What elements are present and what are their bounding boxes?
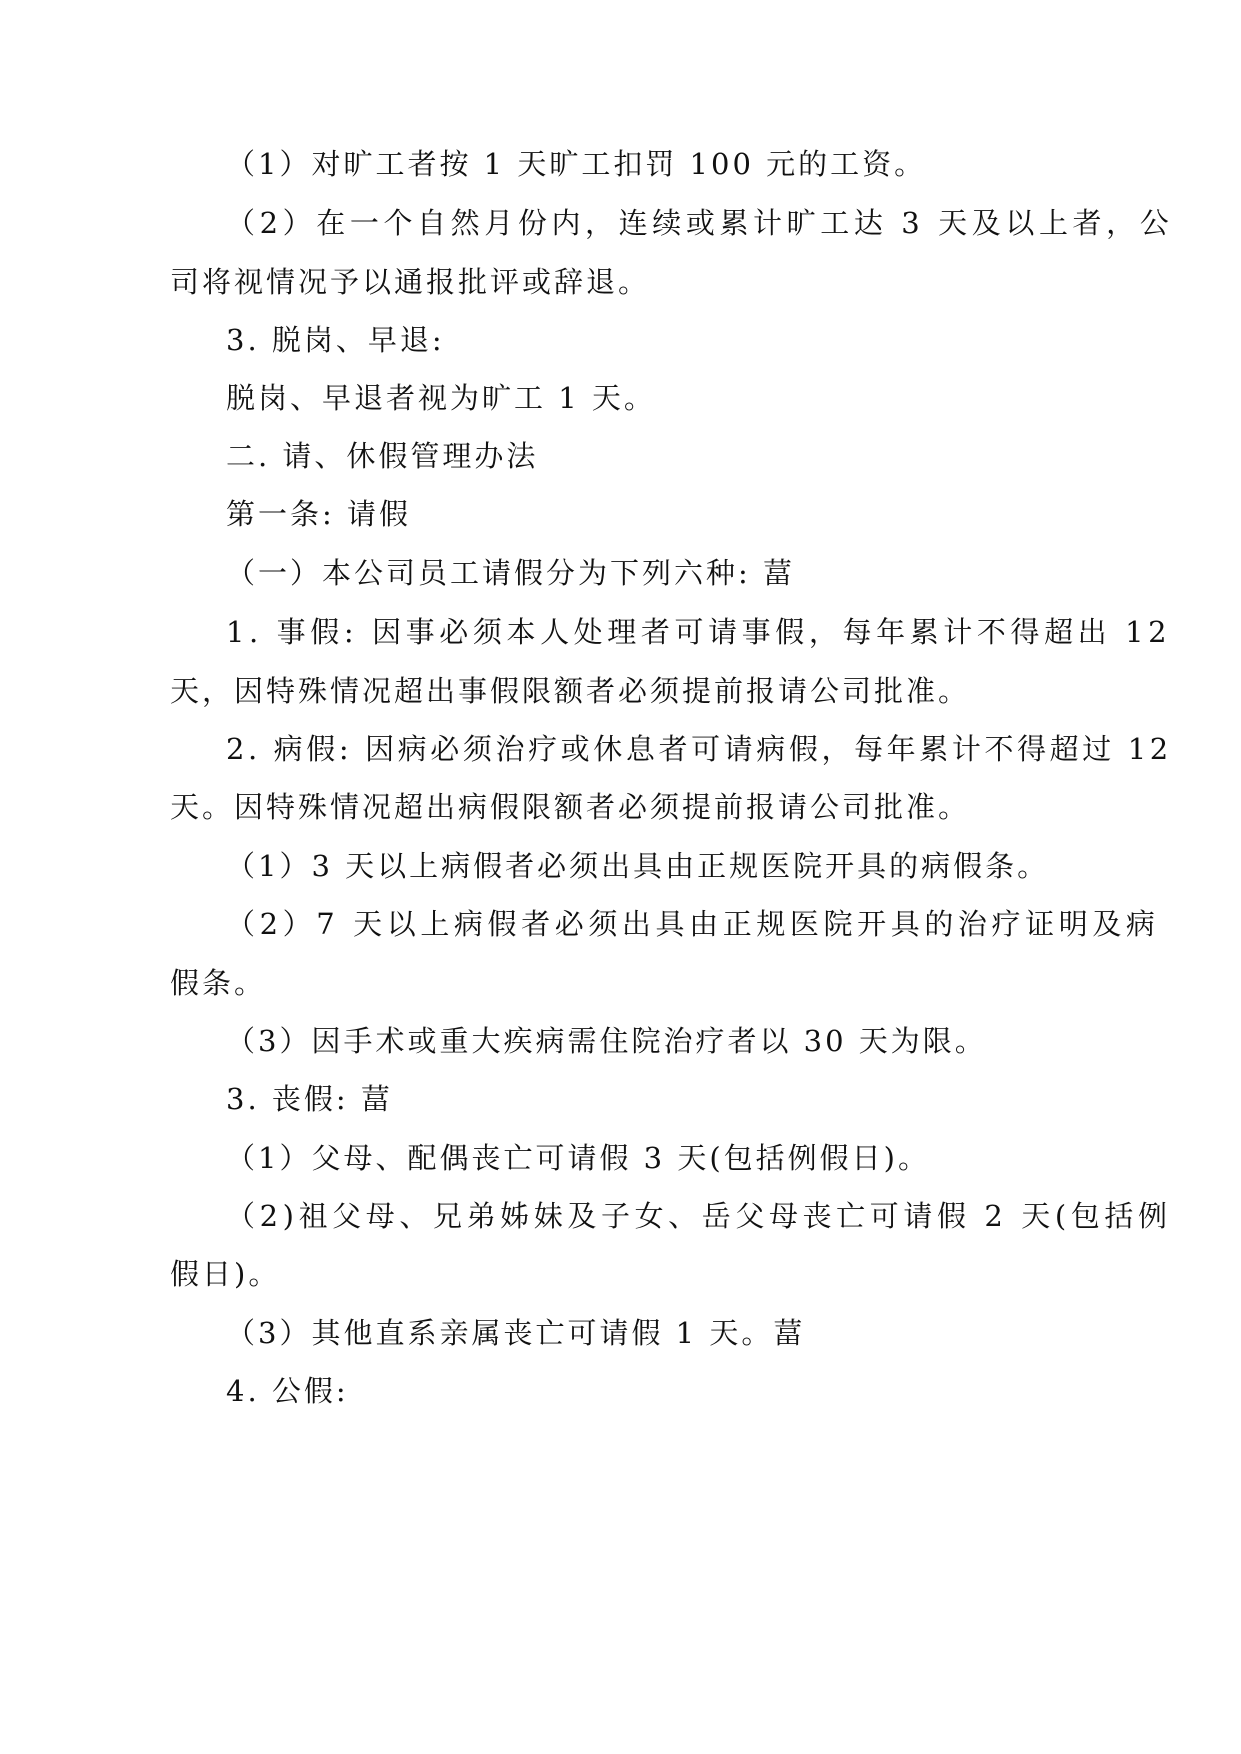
section-heading: 3. 丧假: 葍 xyxy=(226,1082,393,1116)
paragraph-line: （2）7 天以上病假者必须出具由正规医院开具的治疗证明及病 xyxy=(226,907,1160,941)
paragraph-line: （1）父母、配偶丧亡可请假 3 天(包括例假日)。 xyxy=(226,1141,930,1175)
paragraph-line: （1）3 天以上病假者必须出具由正规医院开具的病假条。 xyxy=(226,849,1050,883)
paragraph-line: 脱岗、早退者视为旷工 1 天。 xyxy=(226,381,656,415)
paragraph-line: 天。因特殊情况超出病假限额者必须提前报请公司批准。 xyxy=(170,790,971,824)
paragraph-line: 假日)。 xyxy=(170,1257,281,1291)
paragraph-line: 假条。 xyxy=(170,966,267,1000)
section-heading: 3. 脱岗、早退: xyxy=(226,323,445,357)
paragraph-line: 天，因特殊情况超出事假限额者必须提前报请公司批准。 xyxy=(170,674,971,708)
paragraph-line: （3）因手术或重大疾病需住院治疗者以 30 天为限。 xyxy=(226,1024,987,1058)
paragraph-line: （一）本公司员工请假分为下列六种: 葍 xyxy=(226,556,795,590)
paragraph-line: 1. 事假: 因事必须本人处理者可请事假，每年累计不得超出 12 xyxy=(226,615,1172,649)
paragraph-line: （1）对旷工者按 1 天旷工扣罚 100 元的工资。 xyxy=(226,147,927,181)
paragraph-line: 2. 病假: 因病必须治疗或休息者可请病假，每年累计不得超过 12 xyxy=(226,732,1172,766)
paragraph-line: （2)祖父母、兄弟姊妹及子女、岳父母丧亡可请假 2 天(包括例 xyxy=(226,1199,1172,1233)
section-heading: 4. 公假: xyxy=(226,1374,349,1408)
paragraph-line: （2）在一个自然月份内，连续或累计旷工达 3 天及以上者，公 xyxy=(226,206,1174,240)
article-heading: 第一条: 请假 xyxy=(226,497,411,531)
section-heading: 二. 请、休假管理办法 xyxy=(226,439,539,473)
paragraph-line: 司将视情况予以通报批评或辞退。 xyxy=(170,265,651,299)
paragraph-line: （3）其他直系亲属丧亡可请假 1 天。葍 xyxy=(226,1316,806,1350)
